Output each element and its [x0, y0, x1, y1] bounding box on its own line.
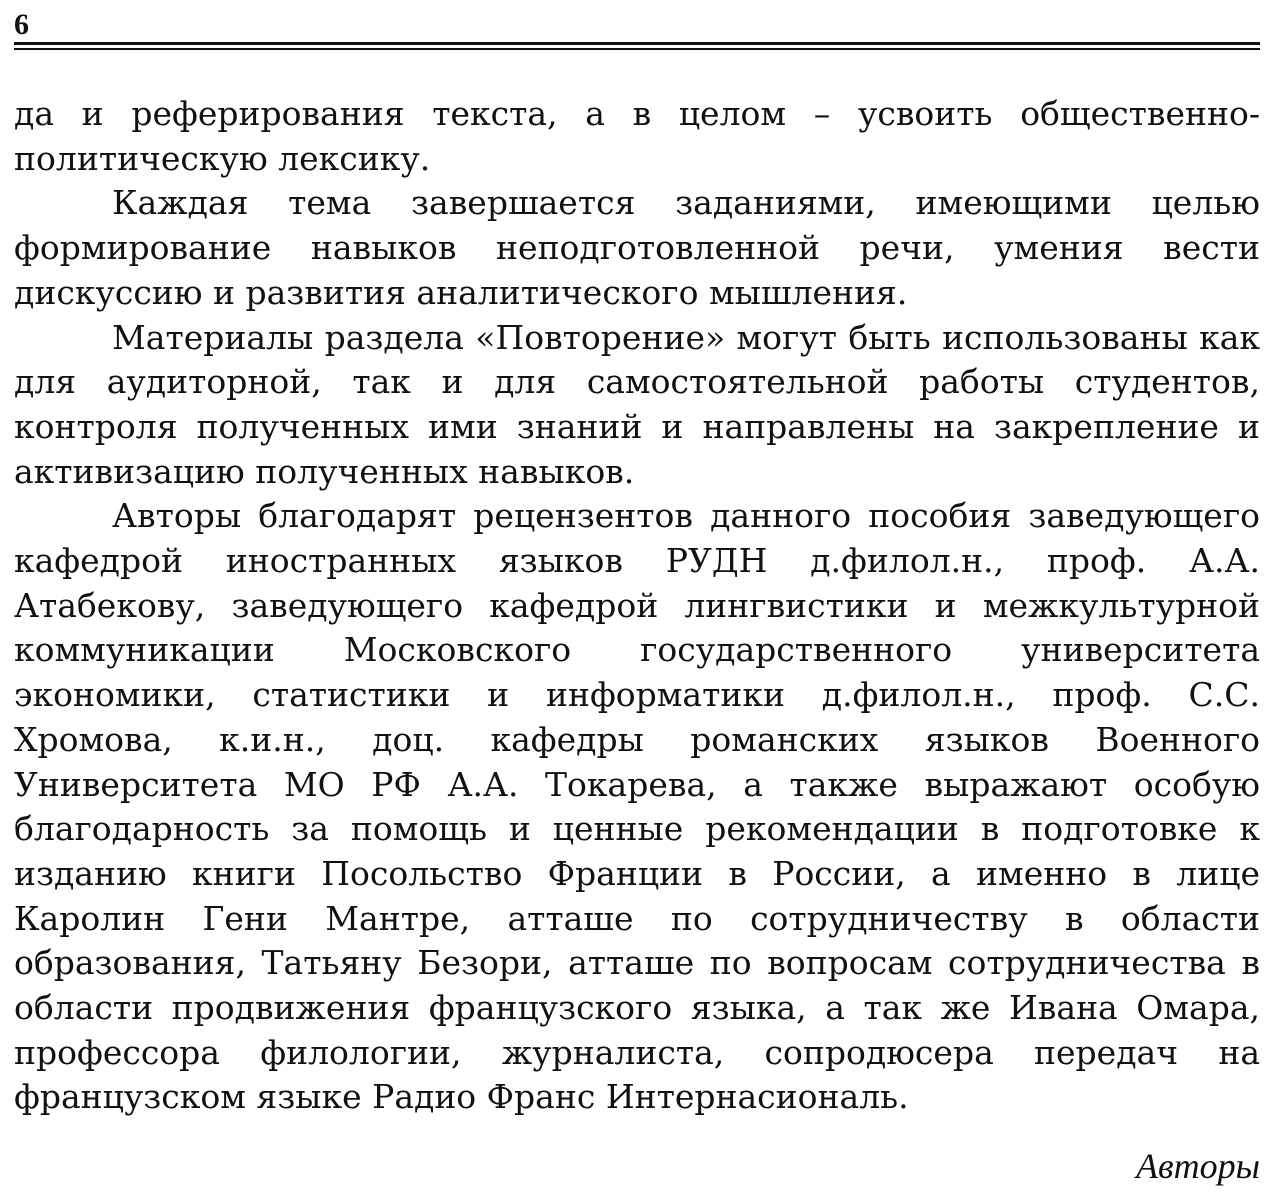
page-number: 6 — [14, 8, 29, 41]
paragraph-tasks: Каждая тема завершается заданиями, имеющими целью формирование навыков неподготовленной речи, умения вести дискуссию и развития аналитического мышления. — [14, 183, 1260, 312]
header-rule-thick — [14, 42, 1260, 45]
paragraph-review-materials: Материалы раздела «Повторение» могут быть использованы как для аудиторной, так и для самостоятельной работы студентов, контроля полученных ими знаний и направлены на закрепление и активизацию полученных навыков. — [14, 317, 1260, 491]
header-rule — [14, 42, 1260, 51]
paragraph-continuation: да и реферирования текста, а в целом – усвоить общественно-политическую лексику. — [14, 94, 1260, 178]
header-rule-thin — [14, 48, 1260, 50]
paragraph-acknowledgements: Авторы благодарят рецензентов данного пособия заведующего кафедрой иностранных языков РУДН д.филол.н., проф. А.А. Атабекову, заведующего кафедрой лингвистики и межкультурной коммуникации Московского государственного университета экономики, статистики и информатики д.филол.н., проф. С.С. Хромова, к.и.н., доц. кафедры романских языков Военного Университета МО РФ А.А. Токарева, а также выражают особую благодарность за помощь и ценные рекомендации в подготовке к изданию книги Посольство Франции в России, а именно в лице Каролин Гени Мантре, атташе по сотрудничеству в области образования, Татьяну Безори, атташе по вопросам сотрудничества в области продвижения французского языка, а так же Ивана Омара, профессора филологии, журналиста, сопродюсера передач на французском языке Радио Франс Интернасиональ. — [14, 496, 1260, 1117]
body-text — [14, 92, 1260, 1120]
signature: Авторы — [1136, 1146, 1260, 1186]
